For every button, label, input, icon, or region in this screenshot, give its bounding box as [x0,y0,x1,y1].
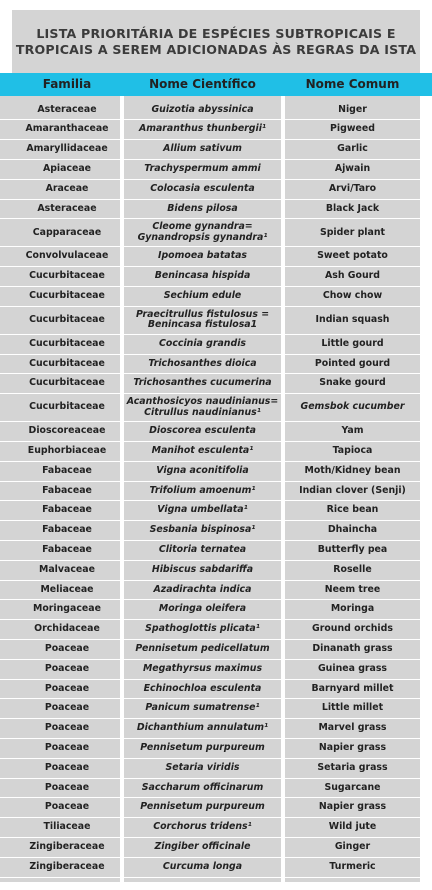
scientific-name-line: Pennisetum pedicellatum [135,643,270,655]
scientific-name-cell [124,600,281,620]
scientific-name-line: Sesbania bispinosa¹ [149,524,256,536]
family-cell: Cucurbitaceae [29,313,105,325]
common-name-cell: Gemsbok cucumber [300,401,405,413]
common-name-cell: Dhaincha [327,524,378,536]
scientific-name-line: Bidens pilosa [167,202,238,214]
scientific-name-line: Gynandropsis gynandra¹ [137,231,268,243]
family-cell: Cucurbitaceae [29,270,105,282]
scientific-name-cell [124,501,281,521]
family-cell: Amaryllidaceae [26,143,108,155]
scientific-name-cell [124,639,281,659]
common-name-cell: Indian clover (Senji) [299,484,406,496]
family-cell: Poaceae [44,722,90,734]
common-name-cell: Turmeric [329,860,376,872]
family-cell: Poaceae [44,801,90,813]
scientific-name-line: Vigna umbellata¹ [157,504,248,516]
family-cell: Cucurbitaceae [29,401,105,413]
family-cell: Fabaceae [42,544,92,556]
scientific-name-cell [124,818,281,838]
common-name-cell: Butterfly pea [317,544,388,556]
common-name-cell: Garlic [337,143,368,155]
common-name-cell: Moringa [330,603,375,615]
scientific-name-cell [124,354,281,374]
header-family: Familia [42,77,92,91]
common-name-cell: Little millet [321,702,384,714]
row-divider [0,877,432,878]
scientific-name-line: Vigna aconitifolia [156,464,249,476]
scientific-name-cell [124,560,281,580]
scientific-name-line: Cleome gynandra= [152,221,253,233]
scientific-name-cell [124,306,281,334]
family-cell: Amaranthaceae [25,123,109,135]
title-line-1: LISTA PRIORITÁRIA DE ESPÉCIES SUBTROPICAIS E [36,25,396,41]
scientific-name-cell [124,719,281,739]
common-name-cell: Rice bean [326,504,379,516]
family-cell: Fabaceae [42,484,92,496]
family-cell: Poaceae [44,643,90,655]
scientific-name-line: Benincasa hispida [154,270,251,282]
scientific-name-line: Sechium edule [163,290,242,302]
scientific-name-cell [124,219,281,247]
scientific-name-cell [124,100,281,120]
scientific-name-line: Moringa oleifera [158,603,247,615]
scientific-name-line: Trifolium amoenum¹ [149,484,256,496]
family-cell: Poaceae [44,662,90,674]
family-cell: Fabaceae [42,524,92,536]
scientific-name-line: Acanthosicyos naudinianus= [126,396,279,408]
scientific-name-cell [124,286,281,306]
scientific-name-cell [124,857,281,877]
family-cell: Malvaceae [39,563,95,575]
scientific-name-line: Trichosanthes cucumerina [133,377,272,389]
title-box [12,10,420,73]
family-cell: Zingiberaceae [29,841,105,853]
scientific-name-cell [124,659,281,679]
common-name-cell: Yam [341,425,364,437]
common-name-cell: Chow chow [322,290,383,302]
scientific-name-line: Amaranthus thunbergii¹ [138,123,267,135]
scientific-name-line: Zingiber officinale [154,841,251,853]
scientific-name-line: Azadirachta indica [153,583,252,595]
scientific-name-line: Saccharum officinarum [141,781,264,793]
common-name-cell: Marvel grass [318,722,387,734]
scientific-name-cell [124,699,281,719]
common-name-cell: Black Jack [325,202,380,214]
common-name-cell: Roselle [333,563,372,575]
common-name-cell: Ajwain [334,163,371,175]
scientific-name-line: Megathyrsus maximus [142,662,263,674]
family-cell: Poaceae [44,742,90,754]
common-name-cell: Indian squash [315,313,390,325]
common-name-cell: Barnyard millet [311,682,394,694]
family-cell: Cucurbitaceae [29,357,105,369]
family-cell: Orchidaceae [34,623,100,635]
scientific-name-cell [124,758,281,778]
common-name-cell: Spider plant [319,226,386,238]
scientific-name-line: Trachyspermum ammi [144,163,261,175]
family-cell: Poaceae [44,702,90,714]
family-cell: Capparaceae [32,226,102,238]
table-header [0,73,432,96]
scientific-name-cell [124,374,281,394]
family-cell: Apiaceae [42,163,92,175]
common-name-cell: Snake gourd [319,377,386,389]
scientific-name-line: Hibiscus sabdariffa [151,563,254,575]
scientific-name-cell [124,247,281,267]
common-name-cell: Wild jute [328,821,377,833]
scientific-name-line: Dichanthium annulatum¹ [136,722,269,734]
scientific-name-line: Corchorus tridens¹ [153,821,252,833]
family-cell: Meliaceae [40,583,94,595]
scientific-name-line: Benincasa fistulosa1 [147,319,258,331]
scientific-name-cell [124,120,281,140]
scientific-name-cell [124,778,281,798]
scientific-name-cell [124,140,281,160]
scientific-name-cell [124,199,281,219]
scientific-name-line: Pennisetum purpureum [140,801,265,813]
scientific-name-cell [124,540,281,560]
scientific-name-line: Trichosanthes dioica [148,357,257,369]
scientific-name-line: Ipomoea batatas [157,250,248,262]
scientific-name-cell [124,441,281,461]
header-common: Nome Comum [305,77,400,91]
scientific-name-cell [124,422,281,442]
scientific-name-cell [124,837,281,857]
family-cell: Cucurbitaceae [29,290,105,302]
scientific-name-cell [124,267,281,287]
common-name-cell: Dinanath grass [312,643,393,655]
family-cell: Fabaceae [42,504,92,516]
family-cell: Araceae [45,182,89,194]
scientific-name-line: Echinochloa esculenta [143,682,262,694]
scientific-name-line: Guizotia abyssinica [151,103,254,115]
family-cell: Asteraceae [37,202,97,214]
scientific-name-line: Clitoria ternatea [158,544,247,556]
common-name-cell: Ground orchids [312,623,393,635]
family-cell: Convolvulaceae [25,250,109,262]
common-name-cell: Moth/Kidney bean [304,464,401,476]
scientific-name-line: Coccinia grandis [159,337,246,349]
scientific-name-line: Setaria viridis [165,761,240,773]
common-name-cell: Setaria grass [317,761,388,773]
scientific-name-cell [124,798,281,818]
family-cell: Dioscoreaceae [28,425,106,437]
family-cell: Fabaceae [42,464,92,476]
common-name-cell: Tapioca [332,445,373,457]
scientific-name-cell [124,521,281,541]
family-cell: Poaceae [44,761,90,773]
scientific-name-cell [124,620,281,640]
family-cell: Cucurbitaceae [29,337,105,349]
title-line-2: TROPICAIS A SEREM ADICIONADAS ÀS REGRAS DA ISTA [15,41,417,57]
common-name-cell: Little gourd [321,337,384,349]
family-cell: Moringaceae [33,603,101,615]
common-name-cell: Arvi/Taro [328,182,377,194]
family-cell: Euphorbiaceae [27,445,107,457]
scientific-name-line: Citrullus naudinianus¹ [144,406,261,418]
common-name-cell: Pointed gourd [314,357,391,369]
scientific-name-cell [124,461,281,481]
scientific-name-line: Colocasia esculenta [150,182,255,194]
scientific-name-cell [124,394,281,422]
common-name-cell: Pigweed [330,123,375,135]
scientific-name-cell [124,738,281,758]
common-name-cell: Ash Gourd [325,270,380,282]
header-scientific: Nome Científico [149,77,256,91]
family-cell: Cucurbitaceae [29,377,105,389]
common-name-cell: Neem tree [324,583,381,595]
scientific-name-line: Praecitrullus fistulosus = [135,308,270,320]
scientific-name-cell [124,179,281,199]
common-name-cell: Sugarcane [324,781,381,793]
common-name-cell: Napier grass [318,742,387,754]
common-name-cell: Niger [338,103,367,115]
scientific-name-line: Manihot esculenta¹ [151,445,254,457]
scientific-name-cell [124,334,281,354]
scientific-name-line: Pennisetum purpureum [140,742,265,754]
scientific-name-cell [124,481,281,501]
common-name-cell: Sweet potato [317,250,388,262]
scientific-name-cell [124,679,281,699]
scientific-name-line: Curcuma longa [162,860,243,872]
family-cell: Asteraceae [37,103,97,115]
family-cell: Tiliaceae [43,821,91,833]
common-name-cell: Guinea grass [317,662,388,674]
scientific-name-line: Spathoglottis plicata¹ [145,623,260,635]
scientific-name-cell [124,580,281,600]
family-cell: Zingiberaceae [29,860,105,872]
common-name-cell: Ginger [334,841,371,853]
scientific-name-line: Panicum sumatrense¹ [145,702,260,714]
family-cell: Poaceae [44,682,90,694]
common-name-cell: Napier grass [318,801,387,813]
scientific-name-line: Allium sativum [163,143,242,155]
scientific-name-cell [124,159,281,179]
scientific-name-line: Dioscorea esculenta [149,425,256,437]
family-cell: Poaceae [44,781,90,793]
